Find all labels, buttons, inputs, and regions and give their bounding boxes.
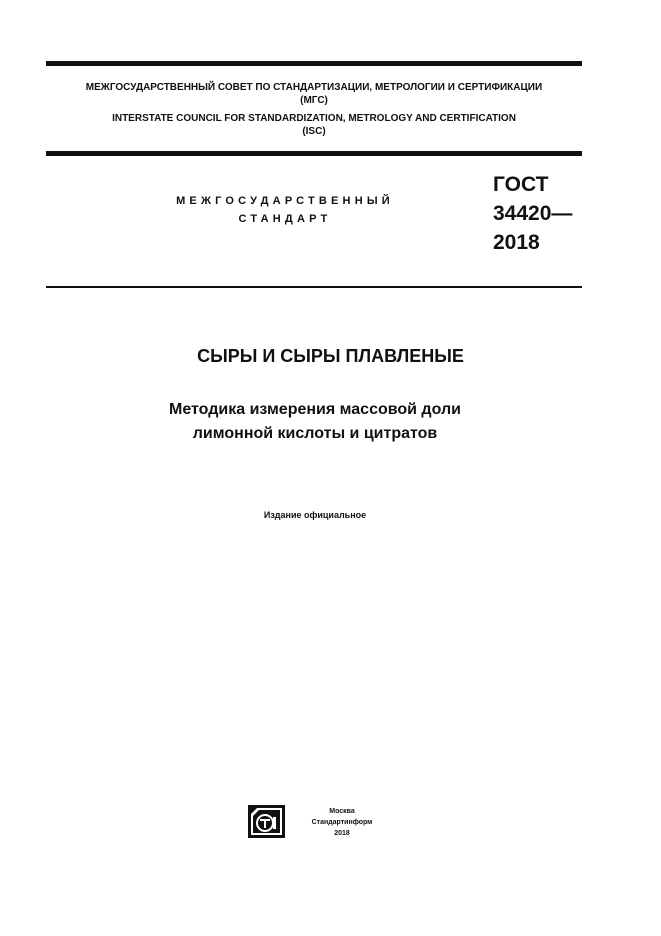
edition-note: Издание официальное xyxy=(263,510,367,520)
standard-kind-line1: МЕЖГОСУДАРСТВЕННЫЙ xyxy=(176,195,394,207)
standard-kind-line2: СТАНДАРТ xyxy=(238,213,332,225)
council-name-ru-text: МЕЖГОСУДАРСТВЕННЫЙ СОВЕТ ПО СТАНДАРТИЗАЦИИ, МЕТРОЛОГИИ И СЕРТИФИКАЦИИ xyxy=(85,82,543,93)
gost-number: 34420— xyxy=(493,202,573,225)
document-subtitle-line2: лимонной кислоты и цитратов xyxy=(192,425,438,442)
gost-designation xyxy=(493,170,572,257)
council-name-ru xyxy=(46,81,582,107)
gost-label: ГОСТ xyxy=(493,173,549,196)
council-abbr-ru: (МГС) xyxy=(300,95,328,106)
publisher-year: 2018 xyxy=(334,830,350,837)
gost-year: 2018 xyxy=(493,231,540,254)
standartinform-logo-icon xyxy=(248,805,285,838)
council-abbr-en: (ISC) xyxy=(302,126,326,137)
council-name-en-text: INTERSTATE COUNCIL FOR STANDARDIZATION, METROLOGY AND CERTIFICATION xyxy=(112,113,516,124)
publisher-name: Стандартинформ xyxy=(311,819,373,826)
document-subtitle xyxy=(100,398,530,446)
council-name-en xyxy=(46,112,582,138)
document-title: СЫРЫ И СЫРЫ ПЛАВЛЕНЫЕ xyxy=(197,346,464,366)
standard-kind xyxy=(150,192,420,228)
publisher-block xyxy=(292,806,392,839)
top-rule xyxy=(46,61,582,66)
lower-rule xyxy=(46,286,582,288)
publisher-city: Москва xyxy=(329,808,355,815)
middle-rule xyxy=(46,151,582,156)
document-subtitle-line1: Методика измерения массовой доли xyxy=(169,401,461,418)
